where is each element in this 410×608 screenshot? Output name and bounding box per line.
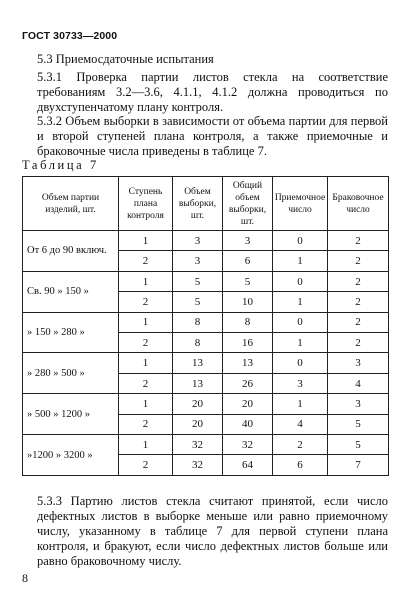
page-number: 8 <box>22 571 28 585</box>
table-cell: 2 <box>328 231 389 251</box>
table-cell: 2 <box>119 414 173 434</box>
table-cell: 10 <box>223 292 273 312</box>
table-cell: 1 <box>119 231 173 251</box>
table-cell: 8 <box>223 312 273 332</box>
table-cell: 32 <box>223 435 273 455</box>
table-cell: 3 <box>173 231 223 251</box>
lot-size-cell: » 280 » 500 » <box>23 353 119 394</box>
paragraph-5-3-3 <box>22 494 388 569</box>
table-cell: 1 <box>119 353 173 373</box>
document-header: ГОСТ 30733—2000 <box>22 30 118 42</box>
table-cell: 5 <box>173 271 223 291</box>
paragraph-5-3-3-text: 5.3.3 Партию листов стекла считают принятой, если число дефектных листов в выборке меньше или равно приемочному числу, указанному в таблице 7 для первой ступени плана контроля, и бракуют, если число дефектных листов больше или равно браковочному числу. <box>37 494 388 568</box>
table-cell: 2 <box>328 271 389 291</box>
table-cell: 2 <box>119 292 173 312</box>
lot-size-cell: От 6 до 90 включ. <box>23 231 119 272</box>
table-caption: Таблица 7 <box>22 158 99 172</box>
table-cell: 2 <box>119 333 173 353</box>
table-row <box>23 312 389 332</box>
table-cell: 1 <box>119 394 173 414</box>
table-cell: 6 <box>223 251 273 271</box>
table-cell: 2 <box>119 455 173 476</box>
table-cell: 2 <box>273 435 328 455</box>
table-cell: 0 <box>273 271 328 291</box>
table-cell: 5 <box>173 292 223 312</box>
table-cell: 0 <box>273 353 328 373</box>
table-cell: 7 <box>328 455 389 476</box>
lot-size-cell: » 150 » 280 » <box>23 312 119 353</box>
table-cell: 6 <box>273 455 328 476</box>
table-cell: 2 <box>328 251 389 271</box>
table-cell: 0 <box>273 312 328 332</box>
table-cell: 13 <box>173 373 223 393</box>
paragraph-5-3-2-text: 5.3.2 Объем выборки в зависимости от объема партии для первой и второй ступеней плана контроля, а также приемочные и браковочные числа приведены в таблице 7. <box>37 114 388 158</box>
table-cell: 3 <box>328 394 389 414</box>
table-cell: 1 <box>273 394 328 414</box>
table-row <box>23 353 389 373</box>
table-cell: 32 <box>173 435 223 455</box>
header-rejection-number: Браковочное число <box>328 177 389 231</box>
header-lot-size: Объем партии изделий, шт. <box>23 177 119 231</box>
table-cell: 5 <box>328 435 389 455</box>
table-cell: 2 <box>328 292 389 312</box>
paragraph-5-3-2 <box>22 114 388 159</box>
table-cell: 0 <box>273 231 328 251</box>
table-row <box>23 271 389 291</box>
table-cell: 2 <box>119 373 173 393</box>
table-cell: 3 <box>223 231 273 251</box>
table-cell: 13 <box>173 353 223 373</box>
table-cell: 1 <box>273 333 328 353</box>
table-cell: 26 <box>223 373 273 393</box>
header-stage: Ступень плана контроля <box>119 177 173 231</box>
table-cell: 32 <box>173 455 223 476</box>
table-cell: 40 <box>223 414 273 434</box>
lot-size-cell: Св. 90 » 150 » <box>23 271 119 312</box>
table-cell: 20 <box>173 414 223 434</box>
table-cell: 16 <box>223 333 273 353</box>
table-cell: 2 <box>119 251 173 271</box>
paragraph-5-3-1-text: 5.3.1 Проверка партии листов стекла на соответствие требованиям 3.2—3.6, 4.1.1, 4.1.2 должна проводиться по двухступенчатому плану контроля. <box>37 70 388 114</box>
table-row <box>23 435 389 455</box>
section-heading: 5.3 Приемосдаточные испытания <box>37 52 214 66</box>
table-cell: 3 <box>273 373 328 393</box>
table-cell: 8 <box>173 333 223 353</box>
table-row <box>23 394 389 414</box>
table-cell: 2 <box>328 312 389 332</box>
table-cell: 20 <box>173 394 223 414</box>
table-cell: 8 <box>173 312 223 332</box>
header-total-sample-size: Общий объем выборки, шт. <box>223 177 273 231</box>
table-cell: 64 <box>223 455 273 476</box>
table-cell: 3 <box>328 353 389 373</box>
table-cell: 1 <box>119 271 173 291</box>
table-7 <box>22 176 389 476</box>
table-cell: 4 <box>273 414 328 434</box>
table-cell: 4 <box>328 373 389 393</box>
table-cell: 1 <box>273 251 328 271</box>
table-cell: 2 <box>328 333 389 353</box>
table-cell: 13 <box>223 353 273 373</box>
header-acceptance-number: Приемочное число <box>273 177 328 231</box>
table-cell: 20 <box>223 394 273 414</box>
table-cell: 5 <box>223 271 273 291</box>
paragraph-5-3-1 <box>22 70 388 115</box>
table-cell: 1 <box>119 312 173 332</box>
table-cell: 1 <box>119 435 173 455</box>
lot-size-cell: »1200 » 3200 » <box>23 435 119 476</box>
lot-size-cell: » 500 » 1200 » <box>23 394 119 435</box>
table-cell: 3 <box>173 251 223 271</box>
table-row <box>23 231 389 251</box>
table-header-row <box>23 177 389 231</box>
table-cell: 1 <box>273 292 328 312</box>
table-cell: 5 <box>328 414 389 434</box>
header-sample-size: Объем выборки, шт. <box>173 177 223 231</box>
